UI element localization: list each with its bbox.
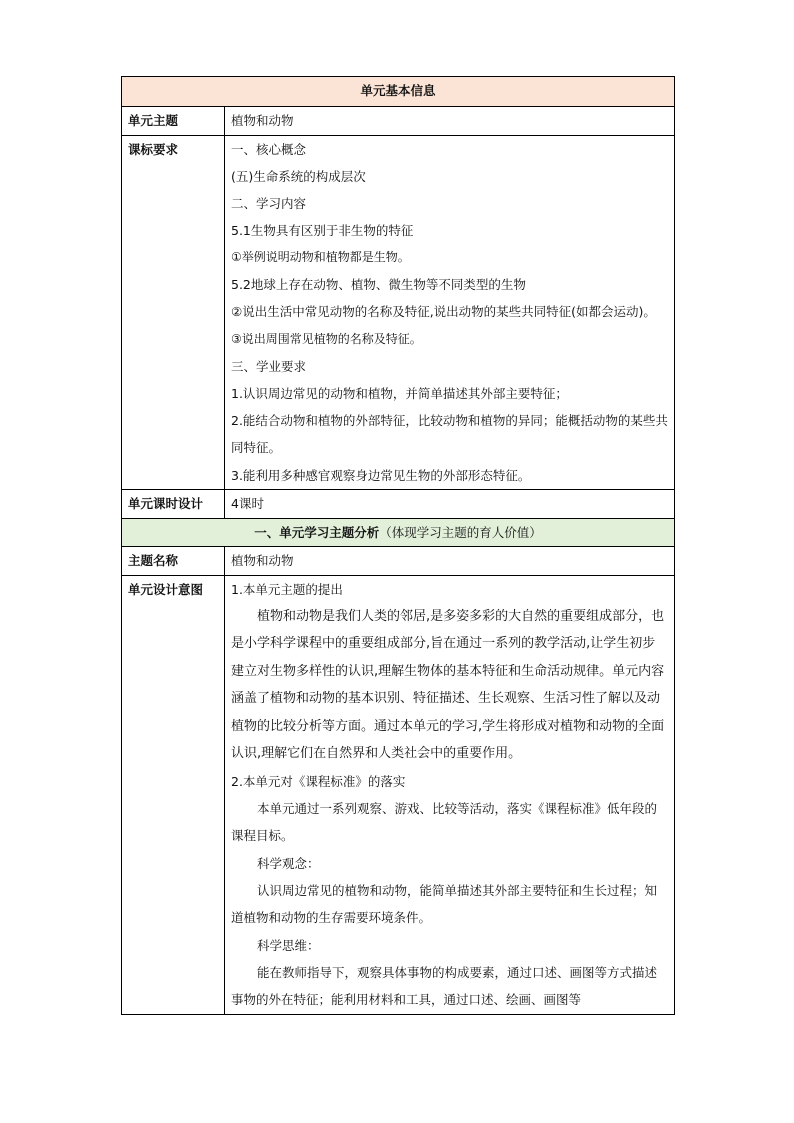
req-line: 2.能结合动物和植物的外部特征，比较动物和植物的异同；能概括动物的某些共同特征。 — [231, 412, 668, 455]
req-line: ①举例说明动物和植物都是生物。 — [231, 250, 410, 264]
intent-heading-1: 1.本单元主题的提出 — [231, 581, 343, 597]
design-intent-label: 单元设计意图 — [122, 575, 225, 1014]
science-thinking-label: 科学思维： — [257, 937, 320, 953]
req-line: 5.1生物具有区别于非生物的特征 — [231, 223, 414, 238]
req-line: 二、学习内容 — [231, 196, 307, 211]
basic-info-header — [122, 77, 675, 107]
theme-name-value: 植物和动物 — [225, 546, 675, 575]
section-one-title: 一、单元学习主题分析 — [254, 524, 380, 540]
design-intent-content — [225, 575, 675, 1014]
curriculum-requirements-content — [225, 136, 675, 490]
req-line: 三、学业要求 — [231, 358, 307, 374]
unit-hours-label: 单元课时设计 — [122, 489, 225, 518]
req-line: 一、核心概念 — [231, 142, 307, 157]
science-concept-label: 科学观念： — [257, 855, 320, 871]
intent-paragraph-2: 本单元通过一系列观察、游戏、比较等活动，落实《课程标准》低年段的课程目标。 — [231, 800, 658, 843]
unit-hours-value: 4课时 — [225, 489, 675, 518]
section-one-subtitle: （体现学习主题的育人价值） — [379, 524, 542, 540]
req-line: 1.认识周边常见的动物和植物，并简单描述其外部主要特征； — [231, 385, 568, 401]
science-concept-text: 认识周边常见的植物和动物，能简单描述其外部主要特征和生长过程；知道植物和动物的生存需要环境条件。 — [231, 882, 658, 925]
basic-info-header-text: 单元基本信息 — [360, 83, 436, 98]
intent-heading-2: 2.本单元对《课程标准》的落实 — [231, 773, 406, 789]
unit-info-table — [121, 76, 675, 1015]
req-line: 5.2地球上存在动物、植物、微生物等不同类型的生物 — [231, 277, 526, 292]
theme-name-label: 主题名称 — [122, 546, 225, 575]
req-line: ③说出周围常见植物的名称及特征。 — [231, 331, 422, 346]
science-thinking-text: 能在教师指导下，观察具体事物的构成要素，通过口述、画图等方式描述事物的外在特征；能利用材料和工具，通过口述、绘画、画图等 — [231, 964, 658, 1007]
unit-theme-value: 植物和动物 — [225, 107, 675, 136]
req-line: 3.能利用多种感官观察身边常见生物的外部形态特征。 — [231, 467, 531, 483]
unit-theme-label: 单元主题 — [122, 107, 225, 136]
intent-paragraph-1: 植物和动物是我们人类的邻居,是多姿多彩的大自然的重要组成部分，也是小学科学课程中的重要组成部分,旨在通过一系列的教学活动,让学生初步建立对生物多样性的认识,理解生物体的基本特征和生命活动规律。单元内容涵盖了植物和动物的基本识别、特征描述、生长观察、生活习性了解以及动植物的比较分析等方面。通过本单元的学习,学生将形成对植物和动物的全面认识,理解它们在自然界和人类社会中的重要作用。 — [231, 608, 665, 761]
section-one-header — [122, 518, 675, 546]
curriculum-requirements-label: 课标要求 — [122, 136, 225, 490]
req-line: (五)生命系统的构成层次 — [231, 169, 366, 184]
req-line: ②说出生活中常见动物的名称及特征,说出动物的某些共同特征(如都会运动)。 — [231, 304, 656, 319]
